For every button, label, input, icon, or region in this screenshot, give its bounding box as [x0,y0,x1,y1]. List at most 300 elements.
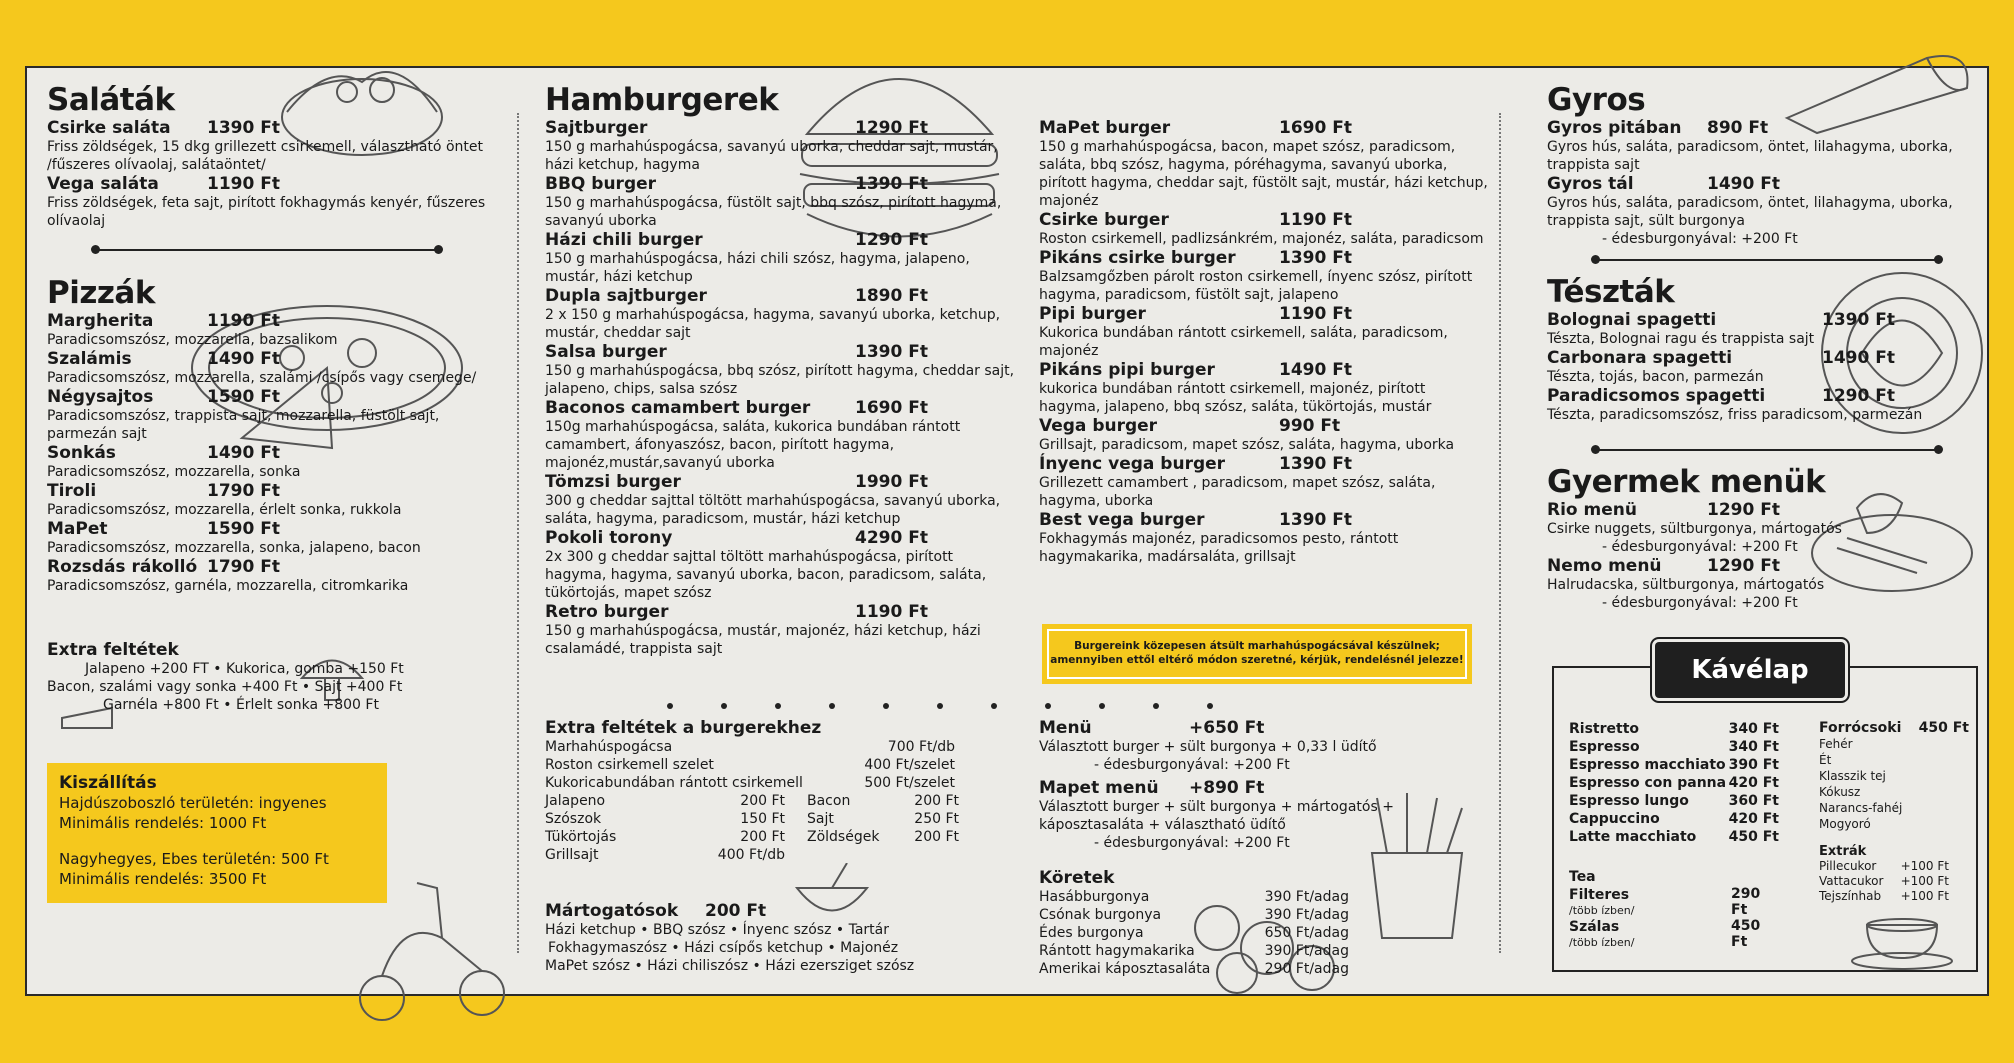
menu-item-header [1547,500,1967,520]
item-price: 1490 Ft [1822,348,1895,368]
sauces [545,901,1015,975]
item-name: Retro burger [545,602,669,622]
price-row [545,828,785,846]
item-name: Paradicsomos spagetti [1547,386,1766,406]
coffee-name: Ristretto [1569,721,1640,737]
row-name: Hasábburgonya [1039,889,1150,905]
menu-item-header [47,174,487,194]
item-name: Carbonara spagetti [1547,348,1733,368]
row-price: 250 Ft [914,811,959,827]
item-price: 1690 Ft [1279,118,1352,138]
menu-item-header [1039,210,1489,230]
menu-item-header [1547,348,1967,368]
combo-extra: - édesburgonyával: +200 Ft [1094,757,1290,773]
column-divider [517,113,519,953]
item-name: Pokoli torony [545,528,673,548]
menu-item [545,602,1015,658]
item-desc: Grillsajt, paradicsom, mapet szósz, saláta, hagyma, uborka [1039,437,1455,453]
menu-combo [1039,778,1489,852]
coffee-row [1569,756,1779,774]
menu-item [47,519,487,557]
coffee-price: 420 Ft [1728,811,1779,827]
sauces-price: 200 Ft [705,901,767,921]
row-name: Amerikai káposztasaláta [1039,961,1211,977]
row-price: 200 Ft [740,829,785,845]
item-desc: kukorica bundában rántott csirkemell, majonéz, pirított hagyma, jalapeno, bbq szósz, saláta, tükörtojás, mustár [1039,381,1432,415]
extra-row [1819,874,1949,889]
row-price: 700 Ft/db [887,739,955,755]
item-price: 990 Ft [1279,416,1341,436]
item-name: Házi chili burger [545,230,703,250]
section-title-salads: Saláták [47,82,175,118]
item-desc: Friss zöldségek, 15 dkg grillezett csirkemell, választható öntet /fűszeres olívaolaj, salátaöntet/ [47,139,483,173]
menu-item-header [545,342,1015,362]
item-desc: Friss zöldségek, feta sajt, pirított fokhagymás kenyér, fűszeres olívaolaj [47,195,486,229]
item-desc: Gyros hús, saláta, paradicsom, öntet, lilahagyma, uborka, trappista sajt [1547,139,1953,173]
menu-item [545,472,1015,528]
hot-chocolate [1819,720,1969,904]
pizza-extras-line: Jalapeno +200 FT • Kukorica, gomba +150 Ft [85,661,404,677]
item-name: Négysajtos [47,387,154,407]
item-price: 1690 Ft [855,398,928,418]
menu-item [47,481,487,519]
coffee-price: 340 Ft [1728,739,1779,755]
divider [1567,438,1967,462]
hot-choc-option: Narancs-fahéj [1819,801,1903,815]
item-price: 1290 Ft [1707,500,1780,520]
burger-extras [545,718,985,864]
delivery-line: Hajdúszoboszló területén: ingyenes [59,794,327,812]
item-price: 1190 Ft [207,174,280,194]
item-desc: Paradicsomszósz, garnéla, mozzarella, citromkarika [47,578,409,594]
item-price: 1890 Ft [855,286,928,306]
price-row [545,756,955,774]
item-price: 1390 Ft [1822,310,1895,330]
menu-item [1039,210,1489,248]
menu-item [1039,454,1489,510]
column-divider [1499,113,1501,953]
row-name: Zöldségek [807,829,880,845]
menu-item-header [1039,118,1489,138]
item-desc: Tészta, tojás, bacon, parmezán [1547,369,1764,385]
item-desc: Balzsamgőzben párolt roston csirkemell, ínyenc szósz, pirított hagyma, paradicsom, füstölt sajt, jalapeno [1039,269,1473,303]
item-price: 1490 Ft [1707,174,1780,194]
notice-line: Burgereink közepesen átsült marhahúspogácsával készülnek; [1074,640,1440,652]
menu-item [545,342,1015,398]
extra-name: Pillecukor [1819,859,1877,873]
combo-name: Mapet menü [1039,778,1159,798]
menu-item [1547,556,1967,612]
combo-desc: Választott burger + sült burgonya + 0,33 l üdítő [1039,739,1377,755]
delivery-line: Minimális rendelés: 3500 Ft [59,870,267,888]
item-desc: Halrudacska, sültburgonya, mártogatós [1547,577,1825,593]
section-title-gyros: Gyros [1547,82,1646,118]
combo-price: +650 Ft [1189,718,1265,738]
item-name: Pikáns pipi burger [1039,360,1215,380]
item-price: 1390 Ft [207,118,280,138]
item-price: 1190 Ft [207,311,280,331]
item-name: Gyros pitában [1547,118,1682,138]
menu-item [47,118,487,174]
item-extra: - édesburgonyával: +200 Ft [1602,595,1798,611]
item-desc: 2x 300 g cheddar sajttal töltött marhahúspogácsa, pirított hagyma, hagyma, savanyú uborka, bacon, paradicsom, saláta, tükörtojás, mapet szósz [545,549,987,601]
item-name: Rio menü [1547,500,1637,520]
row-price: 650 Ft/adag [1264,925,1349,941]
sides-title: Köretek [1039,868,1115,888]
coffee-row [1569,720,1779,738]
row-price: 290 Ft/adag [1264,961,1349,977]
menu-item [1547,386,1967,424]
item-price: 1190 Ft [1279,210,1352,230]
item-price: 1390 Ft [1279,248,1352,268]
menu-item [1039,510,1489,566]
item-price: 1990 Ft [855,472,928,492]
menu-item-header [1547,118,1967,138]
tea-item [1569,886,1779,918]
pizza-extras-line: Bacon, szalámi vagy sonka +400 Ft • Sajt +400 Ft [47,679,403,695]
hot-choc-option: Mogyoró [1819,817,1871,831]
menu-item [1039,304,1489,360]
item-price: 1290 Ft [855,118,928,138]
price-row [1039,960,1349,978]
item-desc: Csirke nuggets, sültburgonya, mártogatós [1547,521,1842,537]
combo-name: Menü [1039,718,1092,738]
item-name: Ínyenc vega burger [1039,454,1226,474]
item-desc: 150 g marhahúspogácsa, füstölt sajt, bbq szósz, pirított hagyma, savanyú uborka [545,195,1002,229]
item-name: Vega saláta [47,174,159,194]
item-price: 890 Ft [1707,118,1769,138]
menu-combo-header [1039,778,1489,798]
menu-item-header [47,387,487,407]
price-row [1039,906,1349,924]
coffee-list [1569,720,1779,846]
price-row [1039,942,1349,960]
delivery-title: Kiszállítás [59,773,157,793]
item-price: 1490 Ft [1279,360,1352,380]
row-price: 400 Ft/db [717,847,785,863]
menu-item-header [1039,510,1489,530]
menu-item [47,387,487,443]
delivery-line: Minimális rendelés: 1000 Ft [59,814,267,832]
item-name: MaPet [47,519,108,539]
row-name: Rántott hagymakarika [1039,943,1195,959]
item-desc: Paradicsomszósz, mozzarella, érlelt sonka, rukkola [47,502,402,518]
price-row [545,792,785,810]
menu-item-header [47,519,487,539]
burger-extras-title: Extra feltétek a burgerekhez [545,718,822,738]
tea-item [1569,918,1779,950]
item-price: 1590 Ft [207,519,280,539]
menu-item [1039,360,1489,416]
dotted-separator [667,694,1387,704]
item-price: 4290 Ft [855,528,928,548]
section-title-kids: Gyermek menük [1547,464,1826,500]
hot-choc-option: Kókusz [1819,785,1861,799]
price-row [807,828,959,846]
menu-item [47,349,487,387]
coffee-price: 420 Ft [1728,775,1779,791]
pizza-extras-line: Garnéla +800 Ft • Érlelt sonka +800 Ft [103,697,379,713]
delivery-line: Nagyhegyes, Ebes területén: 500 Ft [59,850,329,868]
menu-combo [1039,718,1489,774]
row-name: Grillsajt [545,847,599,863]
row-price: 390 Ft/adag [1264,943,1349,959]
menu-board [25,66,1989,996]
sauces-title: Mártogatósok [545,901,679,921]
menu-item [47,443,487,481]
item-price: 1190 Ft [1279,304,1352,324]
item-desc: 2 x 150 g marhahúspogácsa, hagyma, savanyú uborka, ketchup, mustár, cheddar sajt [545,307,1001,341]
item-name: Nemo menü [1547,556,1662,576]
price-row [545,774,955,792]
item-name: Bolognai spagetti [1547,310,1717,330]
menu-item [1547,310,1967,348]
item-desc: Fokhagymás majonéz, paradicsomos pesto, rántott hagymakarika, madársaláta, grillsajt [1039,531,1399,565]
menu-item-header [1547,386,1967,406]
item-desc: Tészta, Bolognai ragu és trappista sajt [1547,331,1815,347]
coffee-row [1569,810,1779,828]
menu-item-header [1547,174,1967,194]
row-price: 400 Ft/szelet [864,757,955,773]
coffee-row [1569,828,1779,846]
menu-item [1547,500,1967,556]
row-name: Jalapeno [545,793,606,809]
menu-item-header [47,349,487,369]
notice-line: amennyiben ettől eltérő módon szeretné, kérjük, rendelésnél jelezze! [1050,654,1464,666]
combo-desc: Választott burger + sült burgonya + mártogatós + káposztasaláta + választható üdítő [1039,799,1394,833]
item-price: 1590 Ft [207,387,280,407]
row-name: Édes burgonya [1039,925,1144,941]
item-desc: 150 g marhahúspogácsa, bbq szósz, pirított hagyma, cheddar sajt, jalapeno, chips, salsa szósz [545,363,1015,397]
row-price: 390 Ft/adag [1264,907,1349,923]
row-price: 200 Ft [914,829,959,845]
row-name: Bacon [807,793,851,809]
menu-item-header [1039,304,1489,324]
coffee-price: 340 Ft [1728,721,1779,737]
item-desc: 150 g marhahúspogácsa, savanyú uborka, cheddar sajt, mustár, házi ketchup, hagyma [545,139,998,173]
item-name: Tömzsi burger [545,472,681,492]
tea-title: Tea [1569,869,1596,885]
item-extra: - édesburgonyával: +200 Ft [1602,539,1798,555]
menu-item-header [1039,360,1489,380]
row-name: Tükörtojás [545,829,617,845]
item-desc: Paradicsomszósz, mozzarella, sonka [47,464,301,480]
item-name: Pikáns csirke burger [1039,248,1236,268]
sides [1039,868,1359,978]
menu-item-header [47,311,487,331]
item-price: 1290 Ft [1707,556,1780,576]
item-name: Tiroli [47,481,97,501]
menu-item [47,557,487,595]
item-price: 1290 Ft [855,230,928,250]
extra-price: +100 Ft [1900,889,1949,903]
coffee-row [1569,792,1779,810]
menu-item-header [1039,454,1489,474]
sauces-line: MaPet szósz • Házi chiliszósz • Házi ezersziget szósz [545,958,915,974]
menu-combo-header [1039,718,1489,738]
item-desc: 150 g marhahúspogácsa, mustár, majonéz, házi ketchup, házi csalamádé, trappista sajt [545,623,981,657]
item-name: Baconos camambert burger [545,398,811,418]
coffee-title: Kávélap [1655,642,1845,698]
item-price: 1490 Ft [207,349,280,369]
extras-title: Extrák [1819,844,1867,859]
extra-price: +100 Ft [1900,874,1949,888]
pizza-extras [47,640,487,714]
row-name: Sajt [807,811,834,827]
row-name: Roston csirkemell szelet [545,757,714,773]
item-desc: 150 g marhahúspogácsa, bacon, mapet szósz, paradicsom, saláta, bbq szósz, hagyma, póréhagyma, savanyú uborka, pirított hagyma, cheddar sajt, füstölt sajt, mustár, házi ketchup, majonéz [1039,139,1488,209]
item-name: Szalámis [47,349,132,369]
section-title-burgers: Hamburgerek [545,82,779,118]
coffee-row [1569,738,1779,756]
item-desc: Grillezett camambert , paradicsom, mapet szósz, saláta, hagyma, uborka [1039,475,1436,509]
menu-item [545,286,1015,342]
menu-item [1039,118,1489,210]
item-name: Gyros tál [1547,174,1634,194]
item-name: Dupla sajtburger [545,286,707,306]
menu-item-header [1547,310,1967,330]
row-name: Kukoricabundában rántott csirkemell [545,775,803,791]
row-price: 390 Ft/adag [1264,889,1349,905]
tea-name: Szálas [1569,919,1620,935]
menu-item [545,174,1015,230]
item-desc: Paradicsomszósz, trappista sajt, mozzarella, füstölt sajt, parmezán sajt [47,408,440,442]
divider [1567,248,1967,272]
tea-note: /több ízben/ [1569,936,1635,949]
menu-item-header [545,528,1015,548]
item-price: 1790 Ft [207,481,280,501]
section-title-pasta: Tészták [1547,274,1675,310]
item-name: Sonkás [47,443,116,463]
item-price: 1490 Ft [207,443,280,463]
item-desc: Paradicsomszósz, mozzarella, sonka, jalapeno, bacon [47,540,421,556]
combo-extra: - édesburgonyával: +200 Ft [1094,835,1290,851]
item-desc: Gyros hús, saláta, paradicsom, öntet, lilahagyma, uborka, trappista sajt, sült burgonya [1547,195,1953,229]
item-extra: - édesburgonyával: +200 Ft [1602,231,1798,247]
menu-item-header [545,230,1015,250]
item-desc: Paradicsomszósz, mozzarella, szalámi /csípős vagy csemege/ [47,370,477,386]
menu-item-header [1547,556,1967,576]
row-name: Csónak burgonya [1039,907,1162,923]
row-name: Szószok [545,811,602,827]
combo-price: +890 Ft [1189,778,1265,798]
item-desc: 150 g marhahúspogácsa, házi chili szósz, hagyma, jalapeno, mustár, házi ketchup [545,251,970,285]
item-price: 1290 Ft [1822,386,1895,406]
menu-item [545,398,1015,472]
row-price: 200 Ft [740,793,785,809]
hot-choc-name: Forrócsoki [1819,720,1902,736]
item-name: Pipi burger [1039,304,1146,324]
row-name: Marhahúspogácsa [545,739,673,755]
item-desc: Tészta, paradicsomszósz, friss paradicsom, parmezán [1547,407,1923,423]
coffee-name: Latte macchiato [1569,829,1697,845]
menu-item [1039,248,1489,304]
extra-row [1819,859,1949,874]
coffee-name: Espresso [1569,739,1640,755]
divider [67,238,467,262]
menu-item-header [545,602,1015,622]
price-row [545,810,785,828]
menu-item [1547,174,1967,248]
price-row [807,810,959,828]
coffee-name: Espresso macchiato [1569,757,1726,773]
menu-item [545,118,1015,174]
item-desc: Kukorica bundában rántott csirkemell, saláta, paradicsom, majonéz [1039,325,1448,359]
menu-item [47,311,487,349]
extra-row [1819,889,1949,904]
price-row [807,792,959,810]
item-name: Vega burger [1039,416,1158,436]
coffee-name: Espresso lungo [1569,793,1689,809]
coffee-row [1569,774,1779,792]
item-price: 1390 Ft [855,342,928,362]
menu-item-header [1039,248,1489,268]
extra-price: +100 Ft [1900,859,1949,873]
item-desc: 150g marhahúspogácsa, saláta, kukorica bundában rántott camambert, áfonyaszósz, bacon, pirított hagyma, majonéz,mustár,savanyú uborka [545,419,961,471]
menu-item [47,174,487,230]
item-price: 1390 Ft [1279,510,1352,530]
hot-choc-option: Ét [1819,753,1832,767]
hot-choc-option: Klasszik tej [1819,769,1886,783]
item-desc: 300 g cheddar sajttal töltött marhahúspogácsa, savanyú uborka, saláta, hagyma, paradicsom, mustár, házi ketchup [545,493,1001,527]
hot-choc-option: Fehér [1819,737,1853,751]
menu-item-header [47,481,487,501]
row-price: 200 Ft [914,793,959,809]
cooking-notice [1042,624,1472,684]
coffee-price: 360 Ft [1728,793,1779,809]
menu-item [545,230,1015,286]
tea-note: /több ízben/ [1569,904,1635,917]
item-name: Best vega burger [1039,510,1205,530]
item-name: Rozsdás rákolló [47,557,198,577]
tea-price: 290 Ft [1731,886,1761,918]
extra-name: Tejszínhab [1819,889,1882,903]
menu-item [545,528,1015,602]
menu-item-header [47,443,487,463]
menu-item [1039,416,1489,454]
hot-choc-price: 450 Ft [1918,720,1969,736]
extra-name: Vattacukor [1819,874,1884,888]
item-name: Csirke saláta [47,118,171,138]
sauces-line: Fokhagymaszósz • Házi csípős ketchup • Majonéz [548,940,899,956]
coffee-name: Cappuccino [1569,811,1660,827]
tea-price: 450 Ft [1731,918,1761,950]
menu-item-header [1039,416,1489,436]
item-name: MaPet burger [1039,118,1171,138]
item-price: 1790 Ft [207,557,280,577]
item-price: 1190 Ft [855,602,928,622]
item-desc: Roston csirkemell, padlizsánkrém, majonéz, saláta, paradicsom [1039,231,1484,247]
coffee-name: Espresso con panna [1569,775,1727,791]
delivery-box [47,763,387,903]
menu-item-header [545,174,1015,194]
sauces-line: Házi ketchup • BBQ szósz • Ínyenc szósz • Tartár [545,922,890,938]
menu-item-header [47,557,487,577]
menu-item-header [545,398,1015,418]
price-row [545,846,785,864]
price-row [1039,924,1349,942]
menu-item [1547,118,1967,174]
section-title-pizzas: Pizzák [47,275,155,311]
coffee-price: 450 Ft [1728,829,1779,845]
pizza-extras-title: Extra feltétek [47,640,179,660]
price-row [1039,888,1349,906]
item-price: 1390 Ft [855,174,928,194]
menu-item-header [545,472,1015,492]
menu-item [1547,348,1967,386]
item-name: BBQ burger [545,174,657,194]
tea-name: Filteres [1569,887,1630,903]
